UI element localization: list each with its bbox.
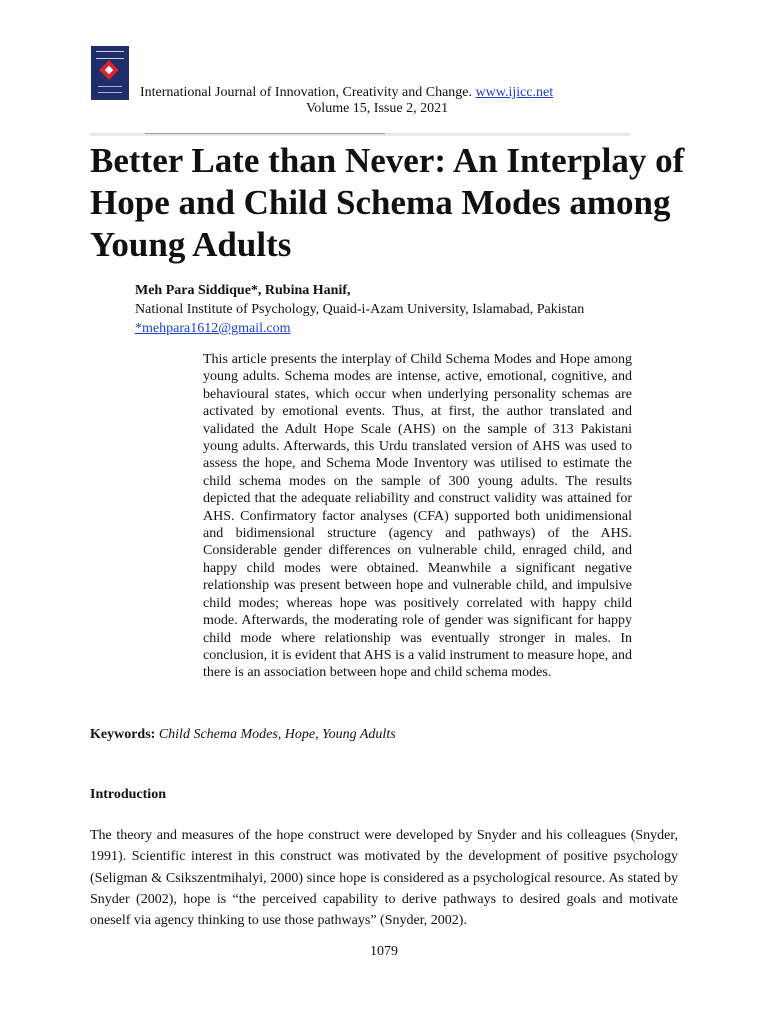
journal-volume: Volume 15, Issue 2, 2021 bbox=[306, 101, 449, 116]
journal-logo bbox=[91, 46, 129, 100]
header-divider-accent bbox=[145, 133, 385, 134]
journal-header bbox=[140, 85, 630, 117]
keywords bbox=[90, 726, 690, 743]
journal-name: International Journal of Innovation, Creativity and Change. bbox=[140, 85, 476, 100]
page-number: 1079 bbox=[370, 944, 398, 959]
author-affiliation: National Institute of Psychology, Quaid-i-Azam University, Islamabad, Pakistan bbox=[135, 302, 585, 317]
introduction-heading: Introduction bbox=[90, 787, 166, 802]
journal-url-link[interactable]: www.ijicc.net bbox=[475, 85, 554, 100]
abstract: This article presents the interplay of Child Schema Modes and Hope among young adults. Schema modes are intense, active, emotional, cognitive, and behavioural states, which occur when underlying personality schemas are activated by emotional events. Thus, at first, the author translated and validated the Adult Hope Scale (AHS) on the sample of 313 Pakistani young adults. Afterwards, this Urdu translated version of AHS was used to assess the hope, and Schema Mode Inventory was utilised to estimate the child schema modes on the sample of 300 young adults. The results depicted that the adequate reliability and construct validity was attained for AHS. Confirmatory factor analyses (CFA) supported both unidimensional and bidimensional structure (agency and pathways) of the AHS. Considerable gender differences on vulnerable child, enraged child, and happy child modes were obtained. Meanwhile a significant negative relationship was present between hope and vulnerable child, and impulsive child modes; whereas hope was positively correlated with happy child mode. Afterwards, the moderating role of gender was significant for happy child mode where relationship was eventually stronger in males. In conclusion, it is evident that AHS is a valid instrument to measure hope, and there is an association between hope and child schema modes. bbox=[203, 352, 632, 681]
keywords-list: Child Schema Modes, Hope, Young Adults bbox=[158, 727, 396, 742]
author-block bbox=[135, 281, 655, 338]
keywords-label: Keywords: bbox=[90, 727, 156, 742]
journal-name-line bbox=[140, 85, 630, 101]
article-title: Better Late than Never: An Interplay of Hope and Child Schema Modes among Young Adults bbox=[90, 141, 685, 264]
logo-title-lines bbox=[96, 51, 124, 59]
author-names: Meh Para Siddique*, Rubina Hanif, bbox=[135, 283, 351, 298]
logo-footer-lines bbox=[98, 86, 122, 93]
introduction-paragraph: The theory and measures of the hope construct were developed by Snyder and his colleagues (Snyder, 1991). Scientific interest in this construct was motivated by the development of positive psychology (Seligman & Csikszentmihalyi, 2000) since hope is considered as a psychological resource. As stated by Snyder (2002), hope is “the perceived capability to derive pathways to desired goals and motivate oneself via agency thinking to use those pathways” (Snyder, 2002). bbox=[90, 828, 678, 929]
author-email-link[interactable]: *mehpara1612@gmail.com bbox=[135, 321, 291, 336]
